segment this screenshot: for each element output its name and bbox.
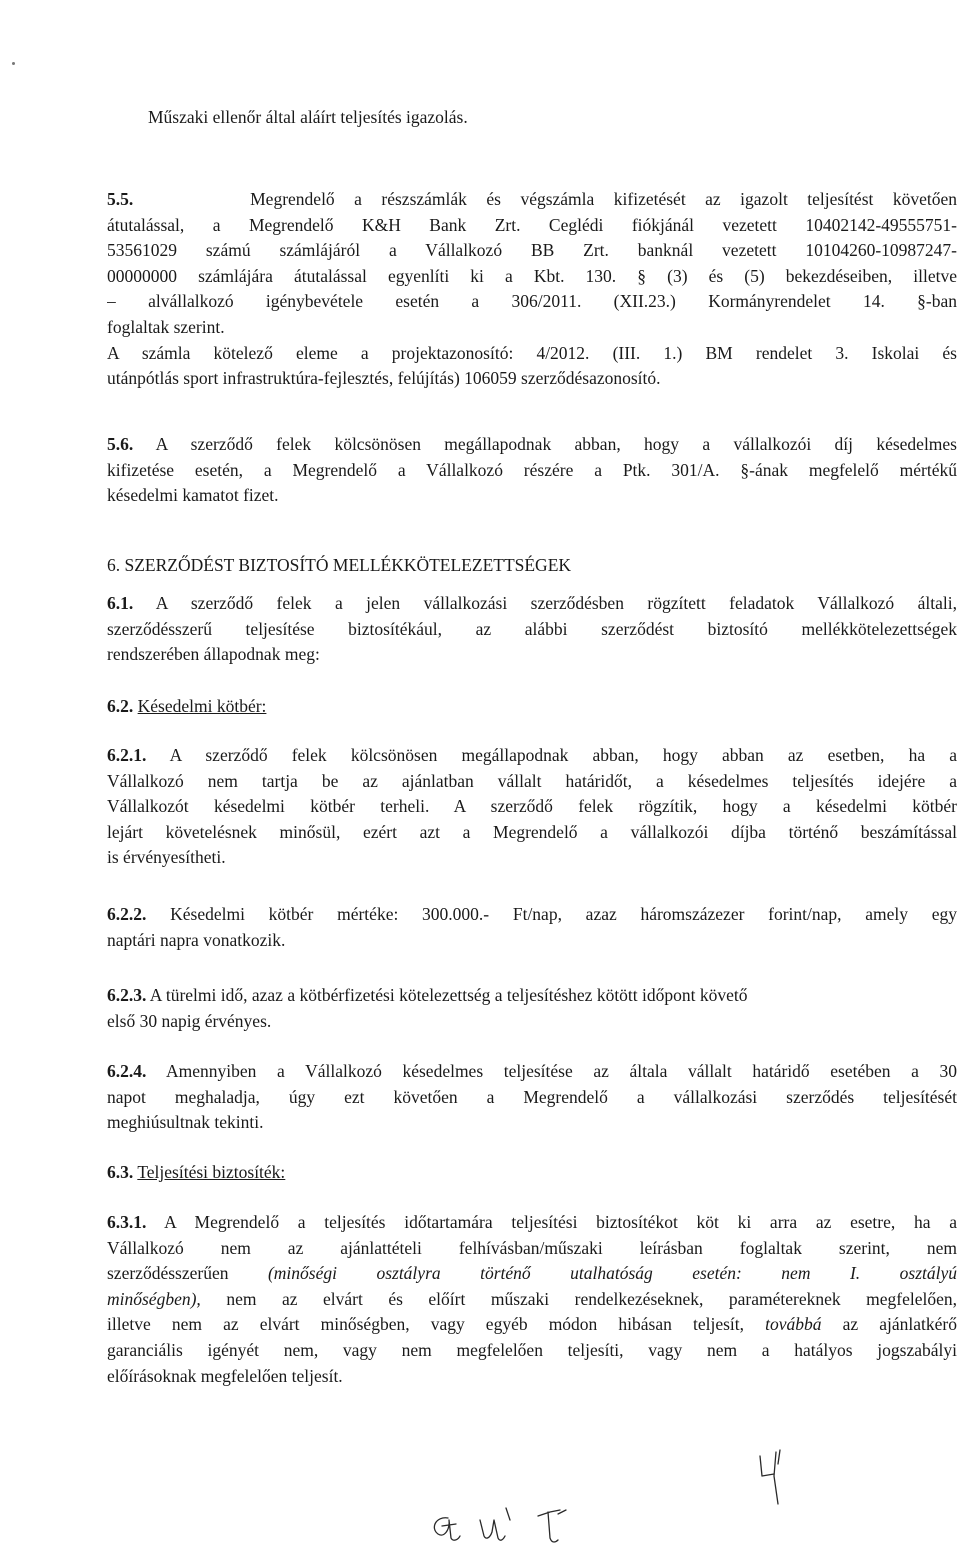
section-6-1 <box>107 591 957 668</box>
para-line: napot meghaladja, úgy ezt követően a Megrendelő a vállalkozási szerződés teljesítését <box>107 1086 957 1107</box>
scan-speck <box>12 62 15 65</box>
intro-line: Műszaki ellenőr által aláírt teljesítés igazolás. <box>148 107 468 127</box>
para-line: Vállalkozót késedelmi kötbér terheli. A szerződő felek rögzítik, hogy a késedelmi kötbér <box>107 796 957 817</box>
para-line: lejárt követelésnek minősül, ezért azt a Megrendelő a vállalkozói díjba történő beszámítással <box>107 821 957 842</box>
para-line: 6.2.3. A türelmi idő, azaz a kötbérfizetési kötelezettség a teljesítéshez kötött időpont követő <box>107 985 748 1005</box>
section-5-6 <box>107 432 957 509</box>
section-number: 5.5. <box>107 189 134 209</box>
para-line: 5.5. Megrendelő a részszámlák és végszámla kifizetését az igazolt teljesítést követően <box>107 189 957 209</box>
section-number: 6.2. <box>107 696 134 716</box>
handwritten-initials <box>420 1480 600 1550</box>
section-number: 6.1. <box>107 593 134 613</box>
para-line: szerződésszerű teljesítése biztosítékául, az alábbi szerződést biztosító mellékkötelezettségek <box>107 618 957 639</box>
para-line: A számla kötelező eleme a projektazonosító: 4/2012. (III. 1.) BM rendelet 3. Iskolai és <box>107 342 957 363</box>
para-line: utánpótlás sport infrastruktúra-fejlesztés, felújítás) 106059 szerződésazonosító. <box>107 368 661 389</box>
section-6-heading: 6. SZERZŐDÉST BIZTOSÍTÓ MELLÉKKÖTELEZETTSÉGEK <box>107 555 572 575</box>
section-5-5 <box>107 187 957 392</box>
section-6-2-4 <box>107 1059 957 1136</box>
section-title: Késedelmi kötbér: <box>137 696 267 716</box>
para-line: 00000000 számlájára átutalással egyenlíti ki a Kbt. 130. § (3) és (5) bekezdéseiben, illetve <box>107 265 957 286</box>
para-line: 5.6. A szerződő felek kölcsönösen megállapodnak abban, hogy a vállalkozói díj késedelmes <box>107 434 957 454</box>
para-line: 6.2.1. A szerződő felek kölcsönösen megállapodnak abban, hogy abban az esetben, ha a <box>107 745 957 765</box>
section-6-2-3 <box>107 983 957 1034</box>
para-line: átutalással, a Megrendelő K&H Bank Zrt. Ceglédi fiókjánál vezetett 10402142-49555751- <box>107 214 957 235</box>
section-6-3-1 <box>107 1210 957 1389</box>
para-line: Vállalkozó nem az ajánlattételi felhívásban/műszaki leírásban foglaltak szerint, nem <box>107 1237 957 1258</box>
para-line: garanciális igényét nem, vagy nem megfelelően teljesíti, vagy nem a hatályos jogszabályi <box>107 1339 957 1360</box>
para-line: foglaltak szerint. <box>107 316 225 337</box>
para-line: minőségben), nem az elvárt és előírt műszaki rendelkezéseknek, paramétereknek megfelelően, <box>107 1288 957 1309</box>
section-6-2-2 <box>107 902 957 953</box>
para-line: 6.2.2. Késedelmi kötbér mértéke: 300.000.- Ft/nap, azaz háromszázezer forint/nap, amely egy <box>107 904 957 924</box>
para-line: illetve nem az elvárt minőségben, vagy egyéb módon hibásan teljesít, továbbá az ajánlatkérő <box>107 1314 957 1335</box>
para-line: 6.3.1. A Megrendelő a teljesítés időtartamára teljesítési biztosítékot köt ki arra az esetre, ha a <box>107 1212 957 1232</box>
section-6-2-heading <box>107 696 266 717</box>
section-number: 6.2.4. <box>107 1061 147 1081</box>
para-line: is érvényesítheti. <box>107 847 226 868</box>
section-number: 6.2.3. <box>107 985 147 1005</box>
section-number: 6.3. <box>107 1162 134 1182</box>
para-line: Vállalkozó nem tartja be az ajánlatban vállalt határidőt, a késedelmes teljesítés idejére a <box>107 770 957 791</box>
para-line: naptári napra vonatkozik. <box>107 929 286 950</box>
para-line: – alvállalkozó igénybevétele esetén a 306/2011. (XII.23.) Kormányrendelet 14. §-ban <box>107 291 957 312</box>
para-line: rendszerében állapodnak meg: <box>107 644 320 665</box>
intro-paragraph <box>148 105 960 131</box>
section-number: 6.2.2. <box>107 904 147 924</box>
para-line: 6.1. A szerződő felek a jelen vállalkozási szerződésben rögzített feladatok Vállalkozó általi, <box>107 593 957 613</box>
section-number: 5.6. <box>107 434 134 454</box>
para-line: első 30 napig érvényes. <box>107 1010 272 1031</box>
section-6-3-heading <box>107 1162 285 1183</box>
para-line: szerződésszerűen (minőségi osztályra történő utalhatóság esetén: nem I. osztályú <box>107 1263 957 1284</box>
para-line: meghiúsultnak tekinti. <box>107 1112 264 1133</box>
handwritten-page-number <box>752 1446 792 1510</box>
para-line: 6.2.4. Amennyiben a Vállalkozó késedelmes teljesítése az általa vállalt határidő esetében a 30 <box>107 1061 957 1081</box>
section-number: 6.2.1. <box>107 745 147 765</box>
para-line: 53561029 számú számlájáról a Vállalkozó BB Zrt. banknál vezetett 10104260-10987247- <box>107 240 957 261</box>
section-title: Teljesítési biztosíték: <box>137 1162 286 1182</box>
section-6-2-1 <box>107 743 957 871</box>
para-line: előírásoknak megfelelően teljesít. <box>107 1365 343 1386</box>
para-line: kifizetése esetén, a Megrendelő a Vállalkozó részére a Ptk. 301/A. §-ának megfelelő mértékű <box>107 459 957 480</box>
section-number: 6.3.1. <box>107 1212 147 1232</box>
para-line: késedelmi kamatot fizet. <box>107 485 279 506</box>
